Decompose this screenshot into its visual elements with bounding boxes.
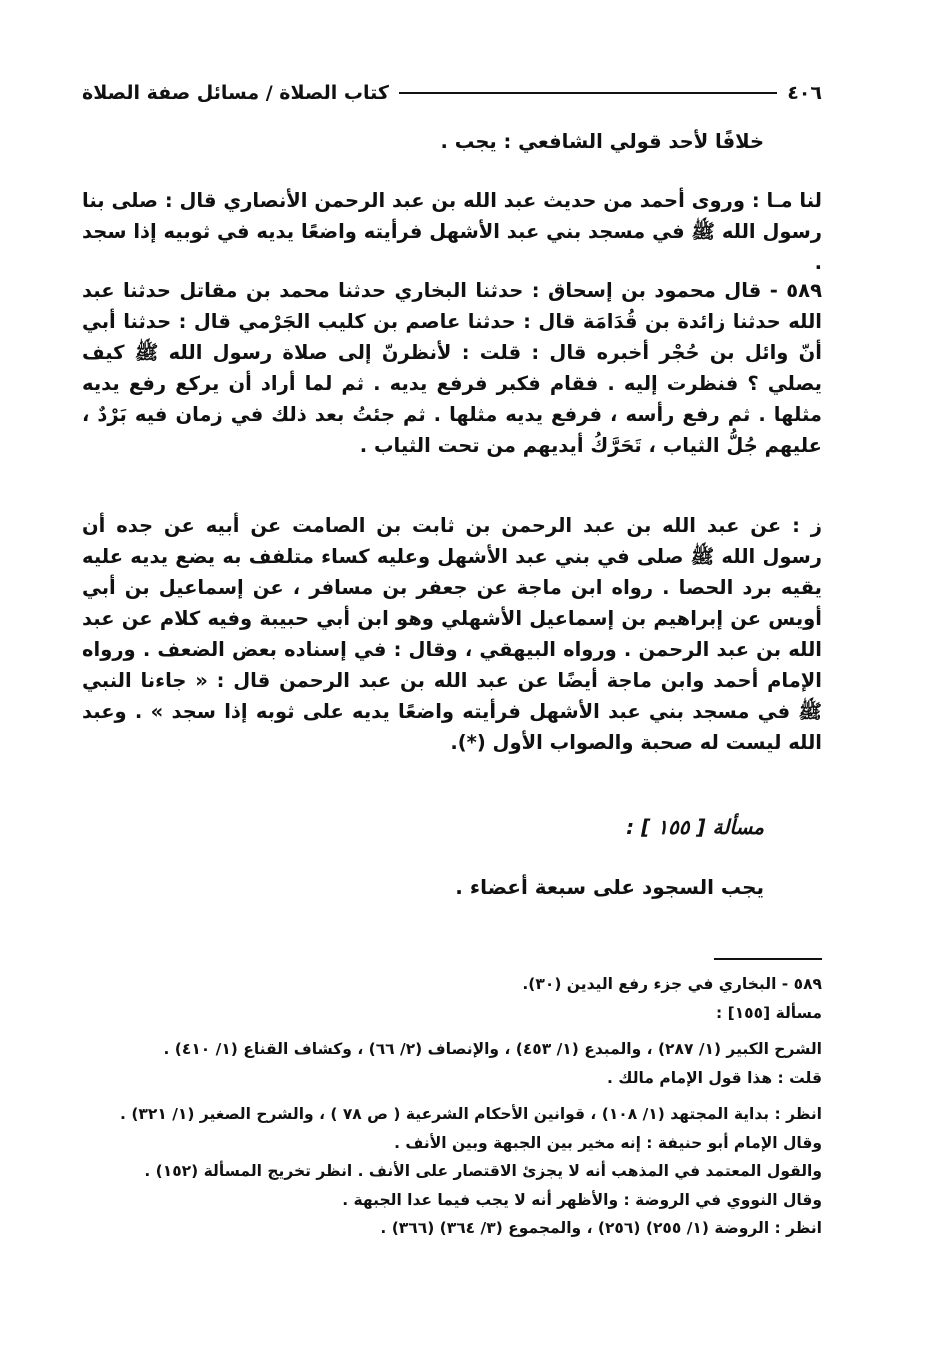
header-rule bbox=[399, 92, 777, 94]
footnote-line: والقول المعتمد في المذهب أنه لا يجزئ الاقتصار على الأنف . انظر تخريج المسألة (١٥٢) . bbox=[144, 1162, 822, 1180]
footnote-line: مسألة [١٥٥] : bbox=[716, 1003, 822, 1022]
footnote-line: قلت : هذا قول الإمام مالك . bbox=[607, 1068, 822, 1087]
commentary-label: ز : bbox=[792, 514, 822, 537]
hadith-589-text: محمود بن إسحاق : حدثنا البخاري حدثنا محمد بن مقاتل حدثنا عبد الله حدثنا زائدة بن قُدَامَة قال : حدثنا عاصم بن كليب الجَرْمي قال : حدثنا أبي أنّ وائل بن حُجْر أخبره قال : قلت : لأنظرنّ إلى صلاة رسول الله ﷺ كيف يصلي ؟ فنظرت إليه . فقام فكبر فرفع يديه . ثم لما أراد أن يركع رفع يديه مثلها . ثم رفع رأسه ، فرفع يديه مثلها . ثم جئتُ بعد ذلك في زمان فيه بَرْدٌ ، عليهم جُلُّ الثياب ، تَحَرَّكُ أيديهم من تحت الثياب . bbox=[82, 279, 822, 457]
footnote-line: الشرح الكبير (١/ ٢٨٧) ، والمبدع (١/ ٤٥٣) ، والإنصاف (٢/ ٦٦) ، وكشاف القناع (١/ ٤١٠) . bbox=[163, 1040, 822, 1058]
footnote-line: انظر : بداية المجتهد (١/ ١٠٨) ، قوانين الأحكام الشرعية ( ص ٧٨ ) ، والشرح الصغير (١/ ٣٢١) . bbox=[120, 1105, 822, 1123]
footnote-line: وقال الإمام أبو حنيفة : إنه مخير بين الجبهة وبين الأنف . bbox=[394, 1133, 822, 1152]
lana-paragraph bbox=[82, 185, 822, 278]
footnote-line: وقال النووي في الروضة : والأظهر أنه لا يجب فيما عدا الجبهة . bbox=[342, 1190, 822, 1209]
hadith-589-label: ٥٨٩ - قال bbox=[724, 279, 822, 302]
masala-statement: يجب السجود على سبعة أعضاء . bbox=[455, 875, 764, 899]
footnote-line: ٥٨٩ - البخاري في جزء رفع اليدين (٣٠). bbox=[522, 975, 822, 993]
chapter-title: كتاب الصلاة / مسائل صفة الصلاة bbox=[82, 82, 389, 104]
commentary-text: عن عبد الله بن عبد الرحمن بن ثابت بن الصامت عن أبيه عن جده أن رسول الله ﷺ صلى في بني عبد الأشهل وعليه كساء متلفف به يضع يديه عليه يقيه برد الحصا . رواه ابن ماجة عن جعفر بن مسافر ، عن إسماعيل بن أبي أويس عن إبراهيم بن إسماعيل الأشهلي وهو ابن أبي حبيبة وفيه كلام عن عبد الله بن عبد الرحمن . ورواه البيهقي ، وقال : في إسناده بعض الضعف . ورواه الإمام أحمد وابن ماجة أيضًا عن عبد الله بن عبد الرحمن قال : « جاءنا النبي ﷺ في مسجد بني عبد الأشهل فرأيته واضعًا يديه على ثوبه إذا سجد » . وعبد الله ليست له صحبة والصواب الأول (*). bbox=[82, 514, 822, 754]
page-number: ٤٠٦ bbox=[787, 82, 822, 104]
lana-text: وروى أحمد من حديث عبد الله بن عبد الرحمن الأنصاري قال : صلى بنا رسول الله ﷺ في مسجد بني عبد الأشهل فرأيته واضعًا يديه في ثوبيه إذا سجد . bbox=[82, 189, 822, 274]
footnote-separator bbox=[714, 958, 822, 960]
lana-label: لنا مـا : bbox=[751, 189, 822, 212]
hadith-589-paragraph bbox=[82, 275, 822, 461]
masala-heading: مسألة [ ١٥٥ ] : bbox=[626, 815, 764, 839]
footnotes-section bbox=[82, 970, 822, 1243]
intro-line: خلافًا لأحد قولي الشافعي : يجب . bbox=[440, 130, 764, 153]
commentary-paragraph bbox=[82, 510, 822, 758]
footnote-line: انظر : الروضة (١/ ٢٥٥) (٢٥٦) ، والمجموع (٣/ ٣٦٤) (٣٦٦) . bbox=[380, 1219, 822, 1237]
running-header bbox=[82, 78, 822, 108]
